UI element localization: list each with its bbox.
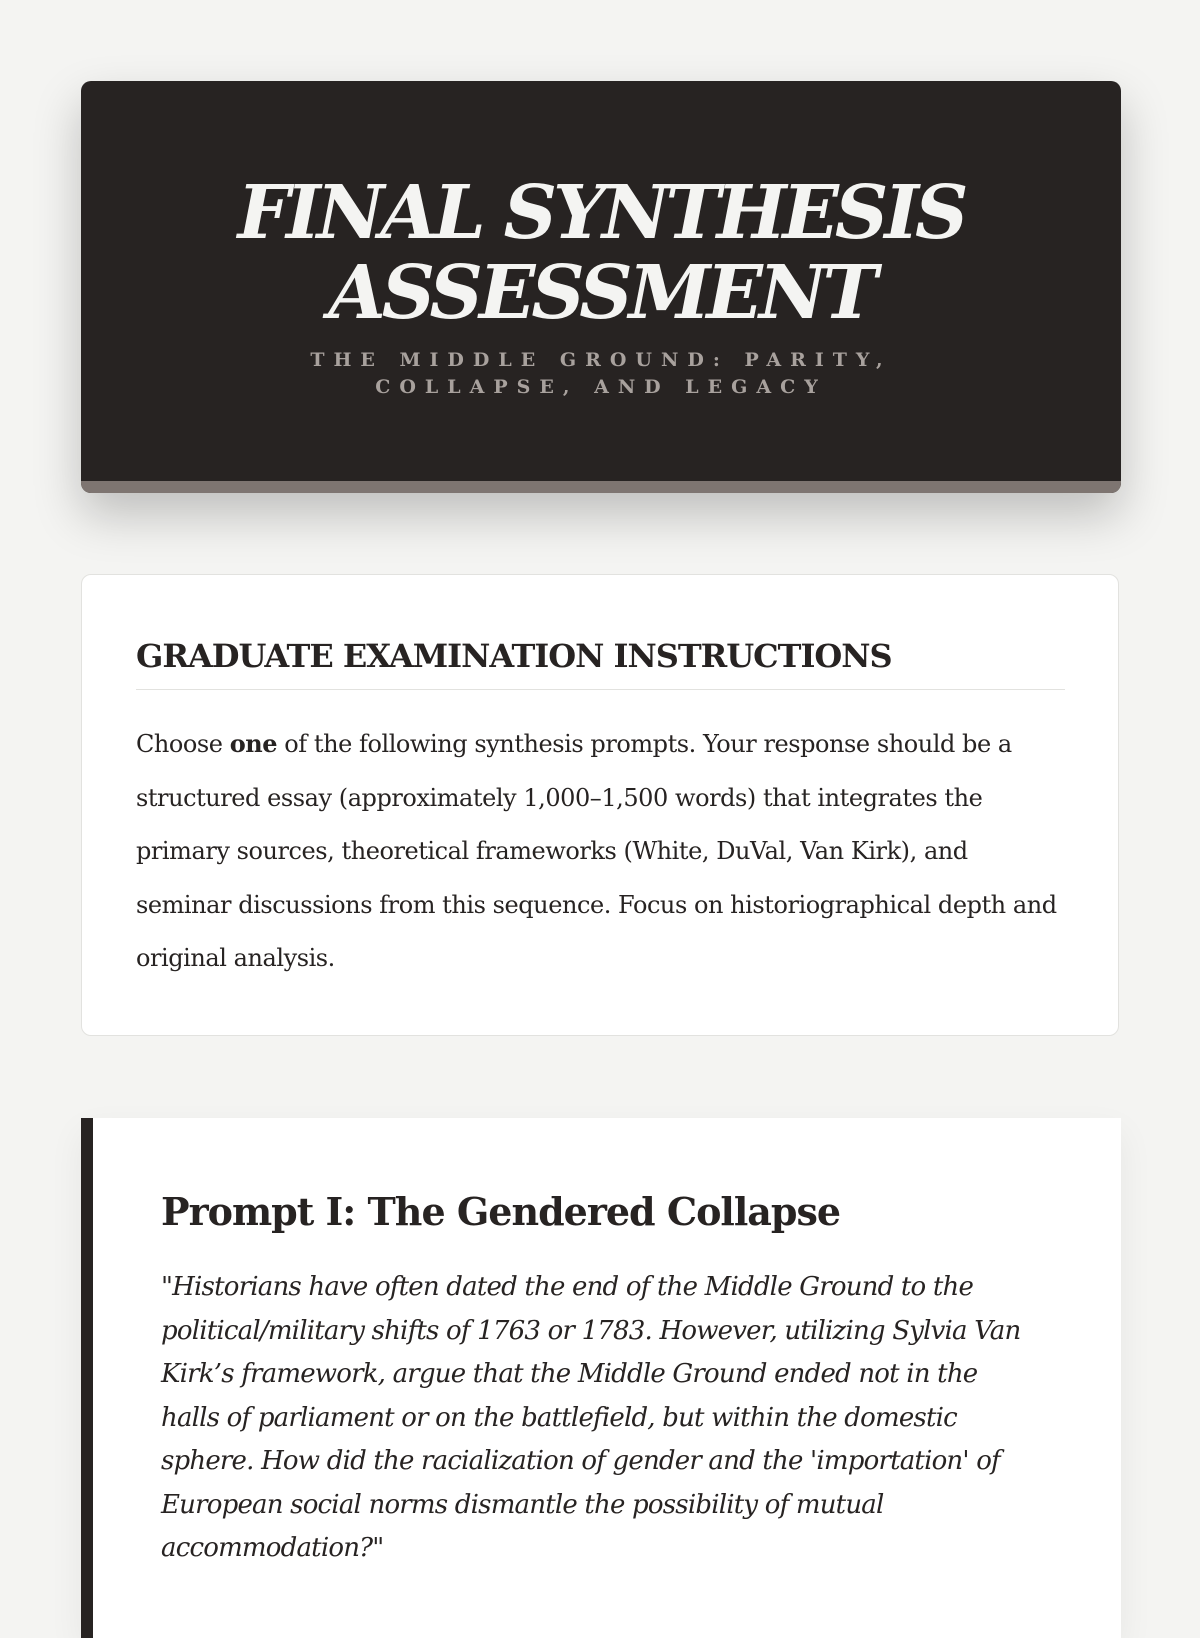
page-subtitle: THE MIDDLE GROUND: PARITY, COLLAPSE, AND LEGACY [310, 349, 892, 398]
assessment-header [81, 81, 1121, 493]
page-title: FINAL SYNTHESIS ASSESSMENT [237, 170, 965, 336]
prompt-accent-bar [81, 1118, 93, 1638]
prompt-title: Prompt I: The Gendered Collapse [161, 1189, 841, 1234]
prompt-quote: "Historians have often dated the end of the Middle Ground to the political/military shifts of 1763 or 1783. However, utilizing Sylvia Van Kirk’s framework, argue that the Middle Ground ended not in the halls of parliament or on the battlefield, but within the domestic sphere. How did the racialization of gender and the 'importation' of European social norms dismantle the possibility of mutual accommodation?" [161, 1272, 1021, 1563]
instructions-text-end: of the following synthesis prompts. Your response should be a structured essay (approximately 1,000–1,500 words) that integrates the primary sources, theoretical frameworks (White, DuVal, Van Kirk), and seminar discussions from this sequence. Focus on historiographical depth and original analysis. [136, 730, 1057, 972]
instructions-text-start: Choose [136, 730, 230, 758]
instructions-body [136, 717, 1065, 986]
header-bottom-band [81, 481, 1121, 493]
instructions-heading: GRADUATE EXAMINATION INSTRUCTIONS [136, 637, 892, 675]
prompt-card [81, 1118, 1121, 1638]
instructions-card [81, 574, 1119, 1036]
instructions-divider [136, 689, 1065, 690]
instructions-emphasis: one [229, 729, 278, 758]
